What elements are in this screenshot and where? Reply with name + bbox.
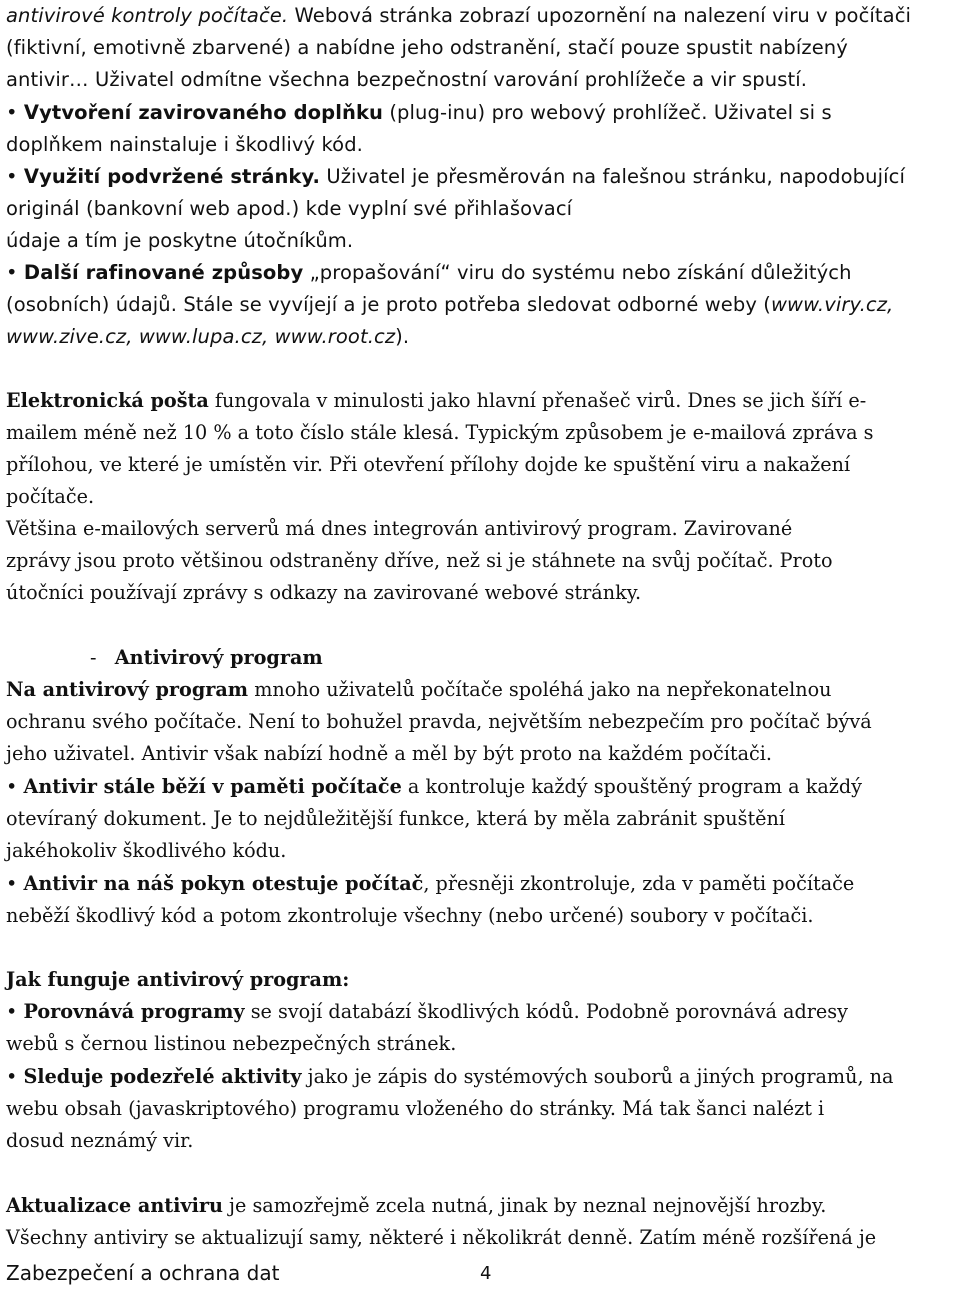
antivirus-p-line-3: jeho uživatel. Antivir však nabízí hodně a měl by být proto na každém počítači.: [6, 742, 773, 765]
bullet-always-running-line-2: otevíraný dokument. Je to nejdůležitější funkce, která by měla zabránit spuštění: [6, 807, 786, 830]
antivirus-heading: - Antivirový program: [90, 646, 323, 669]
link-viry[interactable]: www.viry.cz,: [771, 293, 894, 316]
antivirus-p-line-1: Na antivirový program mnoho uživatelů počítače spoléhá jako na nepřekonatelnou: [6, 678, 832, 701]
bullet-fake-page-line-3: údaje a tím je poskytne útočníkům.: [6, 229, 354, 252]
bullet-on-demand-line-2: neběží škodlivý kód a potom zkontroluje všechny (nebo určené) soubory v počítači.: [6, 904, 814, 927]
intro-line-1: antivirové kontroly počítače. Webová stránka zobrazí upozornění na nalezení viru v počítači: [6, 4, 912, 27]
bullet-other-ways-line-2: (osobních) údajů. Stále se vyvíjejí a je proto potřeba sledovat odborné weby (www.viry.cz,: [6, 293, 894, 316]
bullet-plugin-line-2: doplňkem nainstaluje i škodlivý kód.: [6, 133, 363, 156]
bullet-icon: •: [6, 872, 18, 895]
bullet-on-demand: • Antivir na náš pokyn otestuje počítač, přesněji zkontroluje, zda v paměti počítače: [6, 872, 855, 895]
email-line-5: Většina e-mailových serverů má dnes integrován antivirový program. Zavirované: [6, 517, 793, 540]
bullet-other-ways: • Další rafinované způsoby „propašování“ viru do systému nebo získání důležitých: [6, 261, 852, 284]
bullet-icon: •: [6, 165, 18, 188]
email-line-1: Elektronická pošta fungovala v minulosti jako hlavní přenašeč virů. Dnes se jich šíří e-: [6, 389, 867, 412]
update-line-2: Všechny antiviry se aktualizují samy, některé i několikrát denně. Zatím méně rozšířená je: [6, 1226, 877, 1249]
footer-title: Zabezpečení a ochrana dat: [6, 1261, 280, 1285]
bullet-compares-line-2: webů s černou listinou nebezpečných stránek.: [6, 1032, 457, 1055]
email-line-4: počítače.: [6, 485, 95, 508]
bullet-plugin: • Vytvoření zavirovaného doplňku (plug-inu) pro webový prohlížeč. Uživatel si s: [6, 101, 832, 124]
bullet-compares: • Porovnává programy se svojí databází škodlivých kódů. Podobně porovnává adresy: [6, 1000, 848, 1023]
bullet-always-running: • Antivir stále běží v paměti počítače a kontroluje každý spouštěný program a každý: [6, 775, 862, 798]
page-number: 4: [480, 1263, 492, 1284]
bullet-fake-page-line-2: originál (bankovní web apod.) kde vyplní své přihlašovací: [6, 197, 573, 220]
email-line-7: útočníci používají zprávy s odkazy na zavirované webové stránky.: [6, 581, 642, 604]
bullet-fake-page: • Využití podvržené stránky. Uživatel je přesměrován na falešnou stránku, napodobující: [6, 165, 905, 188]
links-web[interactable]: www.zive.cz, www.lupa.cz, www.root.cz: [6, 325, 396, 348]
bullet-other-ways-line-3: www.zive.cz, www.lupa.cz, www.root.cz).: [6, 325, 410, 348]
email-line-3: přílohou, ve které je umístěn vir. Při otevření přílohy dojde ke spuštění viru a nakažení: [6, 453, 851, 476]
bullet-icon: •: [6, 101, 18, 124]
bullet-icon: •: [6, 261, 18, 284]
antivirus-p-line-2: ochranu svého počítače. Není to bohužel pravda, největším nebezpečím pro počítač bývá: [6, 710, 872, 733]
email-line-6: zprávy jsou proto většinou odstraněny dříve, než si je stáhnete na svůj počítač. Proto: [6, 549, 833, 572]
bullet-monitors-line-2: webu obsah (javaskriptového) programu vloženého do stránky. Má tak šanci nalézt i: [6, 1097, 825, 1120]
email-line-2: mailem méně než 10 % a toto číslo stále klesá. Typickým způsobem je e-mailová zpráva s: [6, 421, 874, 444]
intro-line-2: (fiktivní, emotivně zbarvené) a nabídne jeho odstranění, stačí pouze spustit nabízený: [6, 36, 848, 59]
bullet-icon: •: [6, 1065, 18, 1088]
bullet-icon: •: [6, 775, 18, 798]
how-heading: Jak funguje antivirový program:: [6, 968, 350, 991]
bullet-monitors: • Sleduje podezřelé aktivity jako je zápis do systémových souborů a jiných programů, na: [6, 1065, 894, 1088]
update-line-1: Aktualizace antiviru je samozřejmě zcela nutná, jinak by neznal nejnovější hrozby.: [6, 1194, 827, 1217]
bullet-monitors-line-3: dosud neznámý vir.: [6, 1129, 194, 1152]
intro-line-3: antivir… Uživatel odmítne všechna bezpečnostní varování prohlížeče a vir spustí.: [6, 68, 808, 91]
bullet-icon: •: [6, 1000, 18, 1023]
bullet-always-running-line-3: jakéhokoliv škodlivého kódu.: [6, 839, 287, 862]
